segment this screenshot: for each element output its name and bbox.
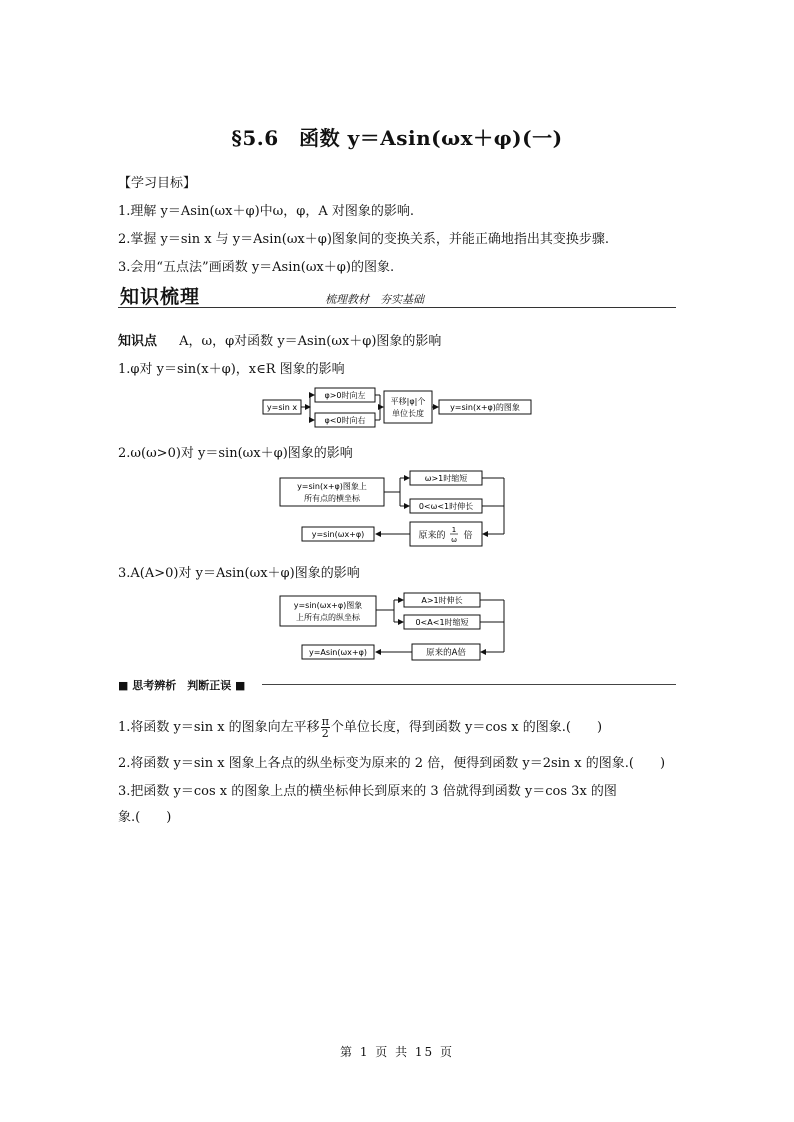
d2-start-label-1: y=sin(x+φ)图象上 bbox=[297, 482, 367, 491]
question-3-line-2: 象.( ) bbox=[118, 810, 172, 825]
question-1-post: 个单位长度，得到函数 y＝cos x 的图象.( ) bbox=[330, 720, 603, 735]
page-footer: 第 1 页 共 15 页 bbox=[340, 1045, 454, 1059]
question-1-fraction: $\frac{\pi}{2}$ bbox=[321, 715, 329, 740]
d1-start-label: y=sin x bbox=[266, 403, 298, 412]
d1-mid-box bbox=[384, 391, 432, 423]
goal-item-2: 2.掌握 y＝sin x 与 y＝Asin(ωx＋φ)图象间的变换关系，并能正确地指出其变换步骤. bbox=[118, 232, 610, 247]
question-1 bbox=[118, 716, 602, 739]
d3-result-label: 原来的A倍 bbox=[426, 648, 466, 658]
d2-result-post: 倍 bbox=[463, 531, 473, 541]
goal-item-1: 1.理解 y＝Asin(ωx＋φ)中ω，φ，A 对图象的影响. bbox=[118, 204, 415, 219]
diagram-omega bbox=[272, 468, 524, 552]
d2-result-num: 1 bbox=[451, 526, 457, 534]
d2-end-label: y=sin(ωx+φ) bbox=[311, 530, 365, 539]
d1-mid-label-2: 单位长度 bbox=[392, 409, 424, 418]
think-section-label: ■ 思考辨析 判断正误 ■ bbox=[118, 679, 246, 692]
think-section-rule bbox=[262, 684, 676, 685]
d3-end-label: y=Asin(ωx+φ) bbox=[308, 648, 368, 657]
page-title: §5.6 函数 y＝Asin(ωx＋φ)(一) bbox=[231, 126, 563, 150]
knowledge-item-2: 2.ω(ω>0)对 y＝sin(ωx＋φ)图象的影响 bbox=[118, 446, 353, 461]
d2-start-label-2: 所有点的横坐标 bbox=[304, 494, 360, 503]
banner-rule bbox=[118, 307, 676, 308]
knowledge-label: 知识点 bbox=[118, 334, 158, 349]
knowledge-point bbox=[118, 330, 441, 349]
knowledge-item-1: 1.φ对 y＝sin(x＋φ)，x∈R 图象的影响 bbox=[118, 362, 345, 377]
d1-end-label: y=sin(x+φ)的图象 bbox=[450, 403, 520, 412]
banner-subtitle: 梳理教材 夯实基础 bbox=[325, 293, 424, 306]
d3-down-label: 0<A<1时缩短 bbox=[415, 618, 469, 627]
knowledge-text: A，ω，φ对函数 y＝Asin(ωx＋φ)图象的影响 bbox=[179, 334, 442, 349]
d3-start-label-1: y=sin(ωx+φ)图象 bbox=[293, 601, 363, 610]
question-2: 2.将函数 y＝sin x 图象上各点的纵坐标变为原来的 2 倍，便得到函数 y＝2sin x 的图象.( ) bbox=[118, 756, 666, 771]
question-3-line-1: 3.把函数 y＝cos x 的图象上点的横坐标伸长到原来的 3 倍就得到函数 y＝cos 3x 的图 bbox=[118, 784, 617, 799]
question-1-pre: 1.将函数 y＝sin x 的图象向左平移 bbox=[118, 720, 320, 735]
d2-result-den: ω bbox=[451, 536, 457, 544]
d3-up-label: A>1时伸长 bbox=[421, 596, 463, 605]
banner-title: 知识梳理 bbox=[120, 286, 201, 308]
d3-start-label-2: 上所有点的纵坐标 bbox=[296, 613, 360, 622]
diagram-amplitude bbox=[272, 588, 524, 666]
d2-result-pre: 原来的 bbox=[418, 531, 446, 541]
d1-mid-label-1: 平移|φ|个 bbox=[390, 397, 426, 406]
goal-item-3: 3.会用“五点法”画函数 y＝Asin(ωx＋φ)的图象. bbox=[118, 260, 395, 275]
knowledge-item-3: 3.A(A>0)对 y＝Asin(ωx＋φ)图象的影响 bbox=[118, 566, 360, 581]
goals-header: 【学习目标】 bbox=[118, 176, 197, 191]
d1-up-label: φ>0时向左 bbox=[324, 391, 366, 400]
diagram-phi bbox=[258, 386, 538, 430]
d2-down-label: 0<ω<1时伸长 bbox=[418, 502, 474, 511]
d1-down-label: φ<0时向右 bbox=[324, 416, 366, 425]
d2-up-label: ω>1时缩短 bbox=[424, 474, 468, 483]
